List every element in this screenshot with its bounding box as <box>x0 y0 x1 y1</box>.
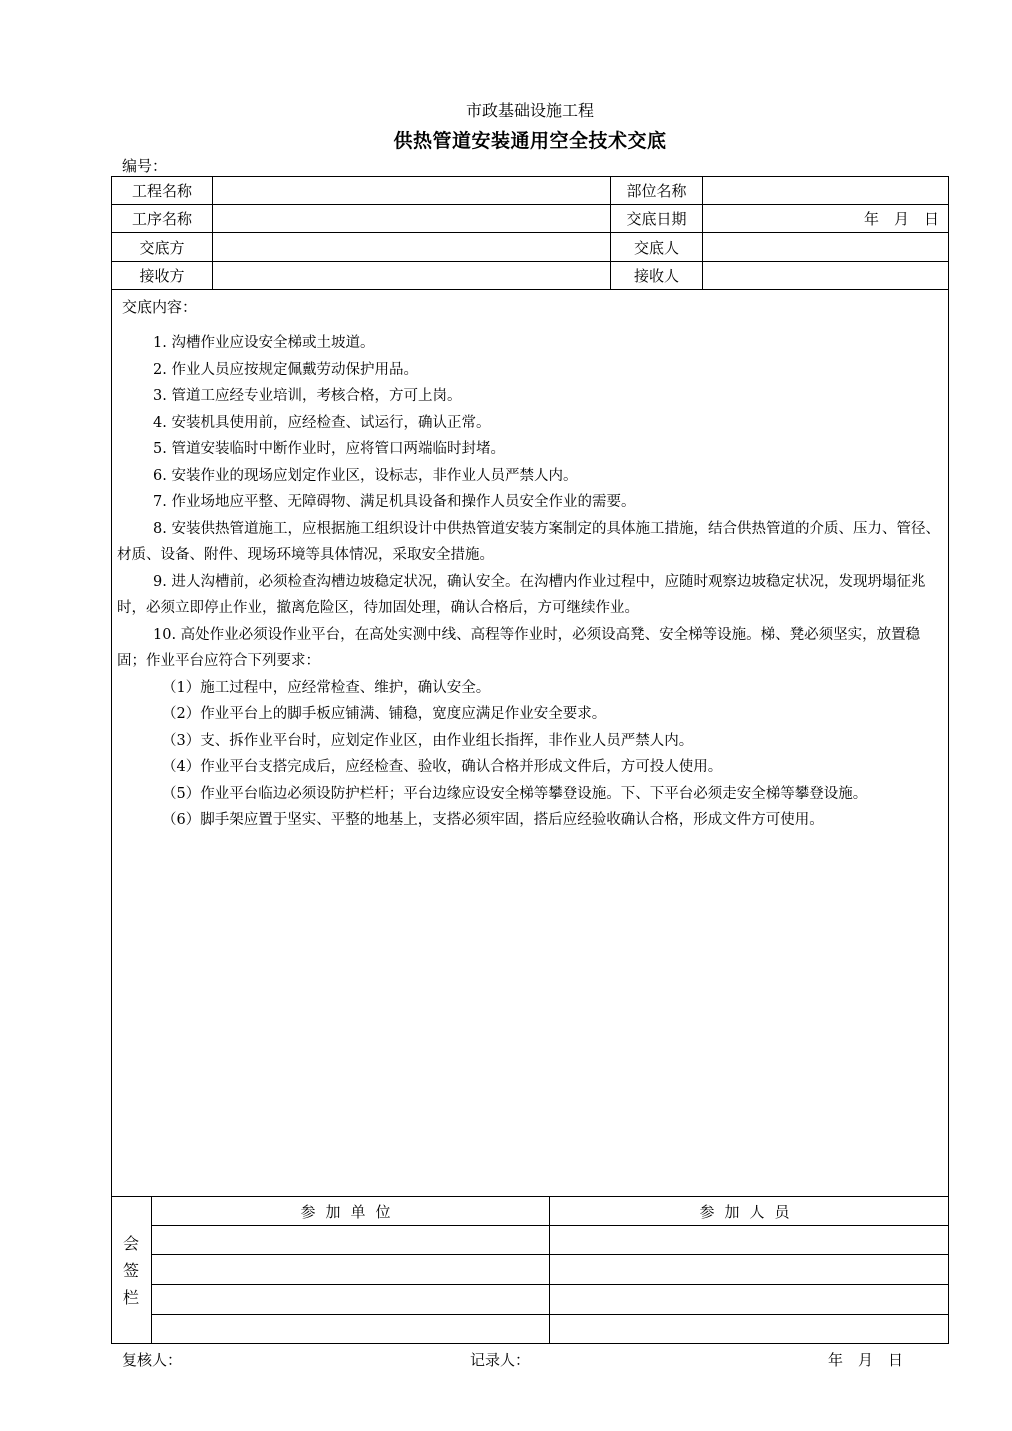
content-subitem: （4）作业平台支搭完成后，应经检查、验收，确认合格并形成文件后，方可投人使用。 <box>162 759 723 775</box>
participating-person-header: 参加人员 <box>699 1202 800 1221</box>
content-body <box>117 330 943 834</box>
serial-number-label: 编号： <box>122 157 168 175</box>
signoff-label-char: 签 <box>122 1260 139 1280</box>
signoff-label-char: 会 <box>122 1233 139 1253</box>
process-name-label: 工序名称 <box>131 210 192 228</box>
receiver-party-field[interactable] <box>215 262 608 289</box>
part-name-field[interactable] <box>705 177 947 204</box>
signoff-person-field[interactable] <box>553 1315 945 1343</box>
document-title: 供热管道安装通用空全技术交底 <box>393 130 667 152</box>
content-item: 4. 安装机具使用前，应经检查、试运行，确认正常。 <box>153 414 491 431</box>
content-item: 5. 管道安装临时中断作业时，应将管口两端临时封堵。 <box>153 441 505 457</box>
table-rule <box>111 289 949 290</box>
process-name-field[interactable] <box>215 205 608 232</box>
content-subitem: （1）施工过程中，应经常检查、维护，确认安全。 <box>162 679 491 696</box>
signoff-person-field[interactable] <box>553 1255 945 1284</box>
content-section-label: 交底内容： <box>122 298 198 316</box>
document-subtitle: 市政基础设施工程 <box>465 101 594 120</box>
receiver-person-label: 接收人 <box>633 267 679 285</box>
content-item: 6. 安装作业的现场应划定作业区，设标志，非作业人员严禁人内。 <box>153 467 578 484</box>
content-item: 8. 安装供热管道施工，应根据施工组织设计中供热管道安装方案制定的具体施工措施，结合供热管道的介质、压力、管径、材质、设备、附件、现场环境等具体情况，采取安全措施。 <box>117 520 940 563</box>
signoff-person-field[interactable] <box>553 1226 945 1254</box>
content-item: 10. 高处作业必须设作业平台，在高处实测中线、高程等作业时，必须设高凳、安全梯等设施。梯、凳必须坚实，放置稳固；作业平台应符合下列要求： <box>117 626 921 669</box>
signoff-unit-field[interactable] <box>155 1315 545 1343</box>
giver-person-label: 交底人 <box>633 238 679 257</box>
receiver-party-label: 接收方 <box>139 267 185 285</box>
content-item: 9. 进人沟槽前，必须检查沟槽边坡稳定状况，确认安全。在沟槽内作业过程中，应随时观察边坡稳定状况，发现坍塌征兆时，必须立即停止作业，撤离危险区，待加固处理，确认合格后，方可继续作业。 <box>117 573 926 616</box>
content-subitem: （5）作业平台临边必须设防护栏杆；平台边缘应设安全梯等攀登设施。下、下平台必须走安全梯等攀登设施。 <box>162 785 868 802</box>
recorder-label: 记录人： <box>470 1351 531 1369</box>
signoff-person-field[interactable] <box>553 1285 945 1314</box>
giver-party-label: 交底方 <box>139 238 185 257</box>
content-item: 1. 沟槽作业应设安全梯或土坡道。 <box>153 335 375 351</box>
handover-date-label: 交底日期 <box>626 210 687 228</box>
part-name-label: 部位名称 <box>626 182 687 200</box>
signoff-label-char: 栏 <box>122 1287 139 1307</box>
content-item: 3. 管道工应经专业培训，考核合格，方可上岗。 <box>153 388 462 404</box>
table-rule <box>212 176 213 289</box>
receiver-person-field[interactable] <box>705 262 947 289</box>
content-subitem: （6）脚手架应置于坚实、平整的地基上，支搭必须牢固，搭后应经验收确认合格，形成文件方可使用。 <box>162 812 824 828</box>
signoff-section-label <box>111 1196 151 1344</box>
signoff-unit-field[interactable] <box>155 1226 545 1254</box>
content-subitem: （2）作业平台上的脚手板应铺满、铺稳，宽度应满足作业安全要求。 <box>162 706 607 722</box>
content-item: 7. 作业场地应平整、无障碍物、满足机具设备和操作人员安全作业的需要。 <box>153 494 636 510</box>
participating-unit-header: 参加单位 <box>300 1202 401 1221</box>
project-name-field[interactable] <box>215 177 608 204</box>
content-item: 2. 作业人员应按规定佩戴劳动保护用品。 <box>153 361 418 378</box>
handover-date-field[interactable]: 年 月 日 <box>863 210 939 228</box>
reviewer-label: 复核人： <box>122 1351 183 1369</box>
giver-person-field[interactable] <box>705 233 947 261</box>
footer-date: 年 月 日 <box>828 1351 904 1369</box>
project-name-label: 工程名称 <box>131 182 192 200</box>
signoff-unit-field[interactable] <box>155 1255 545 1284</box>
table-rule <box>702 176 703 289</box>
signoff-unit-field[interactable] <box>155 1285 545 1314</box>
content-subitem: （3）支、拆作业平台时，应划定作业区，由作业组长指挥，非作业人员严禁人内。 <box>162 732 694 749</box>
giver-party-field[interactable] <box>215 233 608 261</box>
